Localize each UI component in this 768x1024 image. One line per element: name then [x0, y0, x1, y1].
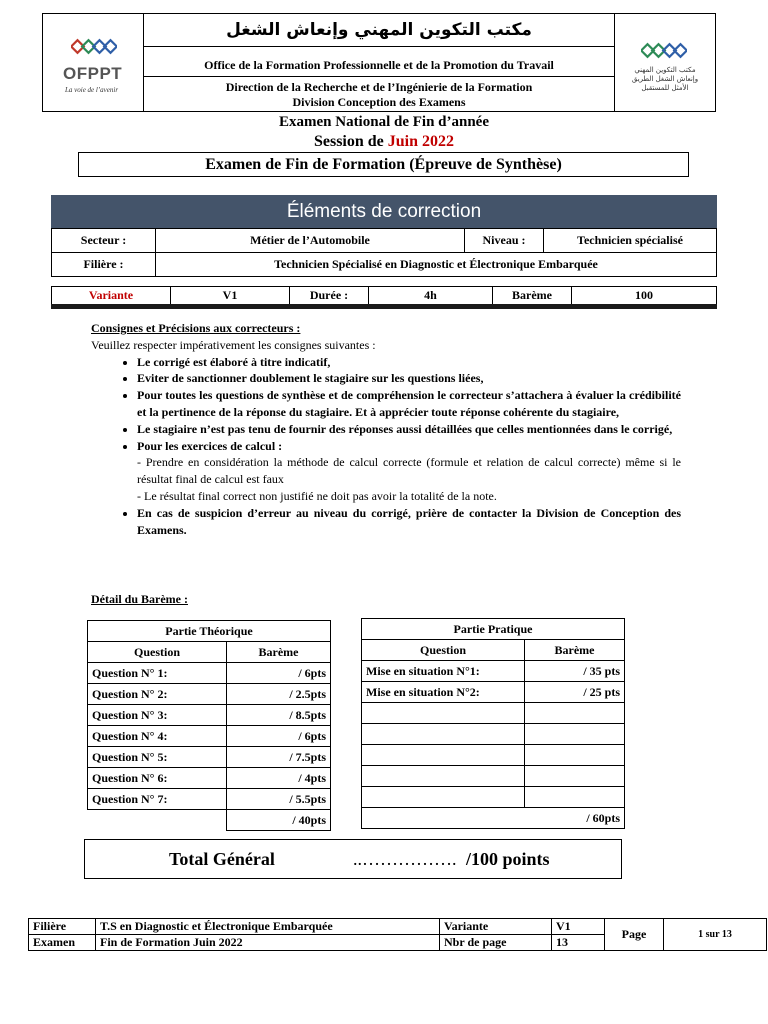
table-row — [88, 663, 331, 684]
footer-nbr-label: Nbr de page — [440, 935, 552, 951]
table-row — [362, 808, 625, 829]
direction-block — [143, 80, 615, 110]
empty-cell — [362, 787, 525, 808]
bareme-label: Barème — [493, 287, 572, 307]
empty-cell — [362, 766, 525, 787]
question-points: / 35 pts — [525, 661, 625, 682]
total-general-box — [84, 839, 622, 879]
theorique-table — [87, 620, 331, 831]
calc-sub-2: - Le résultat final correct non justifié ne doit pas avoir la totalité de la note. — [137, 488, 497, 503]
bareme-title: Détail du Barème : — [91, 592, 188, 606]
variante-value: V1 — [171, 287, 290, 307]
exam-type-box: Examen de Fin de Formation (Épreuve de Synthèse) — [78, 152, 689, 177]
table-row — [52, 229, 717, 253]
bareme-value: 100 — [572, 287, 717, 307]
list-item — [137, 438, 681, 505]
question-label: Mise en situation N°1: — [362, 661, 525, 682]
empty-cell — [525, 787, 625, 808]
footer-page-value: 1 sur 13 — [664, 919, 767, 951]
table-row — [88, 684, 331, 705]
table-row — [88, 726, 331, 747]
list-item: • Le stagiaire n’est pas tenu de fournir des réponses aussi détaillées que celles mentionnées dans le corrigé, — [137, 421, 681, 438]
empty-cell — [525, 703, 625, 724]
table-row — [88, 789, 331, 810]
question-points: / 5.5pts — [227, 789, 331, 810]
question-points: / 4pts — [227, 768, 331, 789]
table-row — [88, 747, 331, 768]
footer-nbr-value: 13 — [552, 935, 605, 951]
table-row — [88, 621, 331, 642]
secteur-value: Métier de l’Automobile — [156, 229, 465, 253]
pratique-table — [361, 618, 625, 829]
col-bareme: Barème — [227, 642, 331, 663]
total-points: /100 points — [466, 849, 550, 869]
question-label: Question N° 1: — [88, 663, 227, 684]
consignes-list — [91, 354, 681, 539]
calc-heading: Pour les exercices de calcul : — [137, 438, 283, 453]
pratique-title: Partie Pratique — [362, 619, 625, 640]
empty-cell — [525, 745, 625, 766]
empty-cell — [362, 745, 525, 766]
table-row — [52, 253, 717, 277]
footer-variante-label: Variante — [440, 919, 552, 935]
table-row — [52, 287, 717, 307]
table-row — [362, 682, 625, 703]
theorique-title: Partie Théorique — [88, 621, 331, 642]
total-dots: ..……………. — [353, 849, 457, 869]
question-points: / 6pts — [227, 726, 331, 747]
question-points: / 2.5pts — [227, 684, 331, 705]
table-row — [362, 619, 625, 640]
theorique-total: / 40pts — [227, 810, 331, 831]
question-points: / 6pts — [227, 663, 331, 684]
direction-name: Direction de la Recherche et de l’Ingénierie de la Formation — [225, 80, 533, 94]
consignes-section — [91, 320, 681, 538]
duree-value: 4h — [369, 287, 493, 307]
question-label: Question N° 2: — [88, 684, 227, 705]
table-row — [362, 640, 625, 661]
question-label: Mise en situation N°2: — [362, 682, 525, 703]
division-name: Division Conception des Examens — [292, 95, 466, 109]
session-title — [0, 133, 768, 151]
list-item: • Pour toutes les questions de synthèse et de compréhension le correcteur s’attachera à évaluer la crédibilité et la pertinence de la réponse du stagiaire. Et à apprécier toute réponse cohérente du stagiaire, — [137, 387, 681, 421]
ofppt-wordmark: OFPPT — [63, 64, 123, 83]
ofppt-logo-right — [614, 14, 715, 111]
consignes-intro: Veuillez respecter impérativement les consignes suivantes : — [91, 337, 376, 352]
question-points: / 25 pts — [525, 682, 625, 703]
question-points: / 7.5pts — [227, 747, 331, 768]
session-prefix: Session de — [313, 133, 388, 150]
exam-national-title: Examen National de Fin d’année — [278, 114, 489, 130]
ofppt-tagline: La voie de l’avenir — [65, 86, 119, 94]
empty-cell — [362, 703, 525, 724]
footer-examen-label: Examen — [29, 935, 96, 951]
variante-table — [51, 286, 717, 309]
table-row — [29, 919, 767, 935]
ofppt-logo-icon — [71, 36, 117, 58]
footer-examen-value: Fin de Formation Juin 2022 — [96, 935, 440, 951]
header-divider — [143, 76, 615, 77]
footer-filiere-label: Filière — [29, 919, 96, 935]
footer-table — [28, 918, 767, 951]
table-row — [362, 745, 625, 766]
table-row — [362, 703, 625, 724]
duree-label: Durée : — [290, 287, 369, 307]
table-row — [88, 810, 331, 831]
variante-label: Variante — [52, 287, 171, 307]
question-label: Question N° 3: — [88, 705, 227, 726]
filiere-label: Filière : — [52, 253, 156, 277]
correction-banner: Éléments de correction — [51, 195, 717, 228]
office-name: Office de la Formation Professionnelle et de la Promotion du Travail — [204, 58, 554, 72]
empty-cell — [525, 724, 625, 745]
header-divider — [143, 46, 615, 47]
document-header — [42, 13, 716, 112]
pratique-total: / 60pts — [362, 808, 625, 829]
table-row — [88, 705, 331, 726]
table-row — [362, 661, 625, 682]
consignes-title: Consignes et Précisions aux correcteurs : — [91, 321, 301, 335]
session-value: Juin 2022 — [387, 133, 455, 150]
list-item: • Le corrigé est élaboré à titre indicatif, — [137, 354, 681, 371]
list-item: • En cas de suspicion d’erreur au niveau du corrigé, prière de contacter la Division de Conception des Examens. — [137, 505, 681, 539]
list-item: • Eviter de sanctionner doublement le stagiaire sur les questions liées, — [137, 370, 681, 387]
footer-filiere-value: T.S en Diagnostic et Électronique Embarquée — [96, 919, 440, 935]
filiere-value: Technicien Spécialisé en Diagnostic et Électronique Embarquée — [156, 253, 717, 277]
logo-arabic-text: مكتب التكوين المهني وإنعاش الشغل الطريق الأمثل للمستقبل — [631, 66, 699, 92]
arabic-title: مكتب التكوين المهني وإنعاش الشغل — [226, 20, 532, 40]
niveau-value: Technicien spécialisé — [544, 229, 717, 253]
total-label: Total Général — [169, 849, 275, 869]
table-row — [88, 768, 331, 789]
question-label: Question N° 5: — [88, 747, 227, 768]
question-label: Question N° 7: — [88, 789, 227, 810]
table-row — [362, 787, 625, 808]
question-label: Question N° 4: — [88, 726, 227, 747]
niveau-label: Niveau : — [465, 229, 544, 253]
table-row — [88, 642, 331, 663]
question-label: Question N° 6: — [88, 768, 227, 789]
ofppt-logo-icon — [641, 40, 687, 62]
col-question: Question — [88, 642, 227, 663]
empty-cell — [525, 766, 625, 787]
footer-page-label: Page — [605, 919, 664, 951]
ofppt-logo-left — [43, 14, 144, 111]
info-table — [51, 228, 717, 277]
secteur-label: Secteur : — [52, 229, 156, 253]
table-row — [362, 766, 625, 787]
col-bareme: Barème — [525, 640, 625, 661]
table-row — [362, 724, 625, 745]
question-points: / 8.5pts — [227, 705, 331, 726]
empty-cell — [362, 724, 525, 745]
col-question: Question — [362, 640, 525, 661]
footer-variante-value: V1 — [552, 919, 605, 935]
calc-sub-1: - Prendre en considération la méthode de calcul correcte (formule et relation de calcul correcte) même si le résultat final de calcul est faux — [137, 455, 681, 487]
